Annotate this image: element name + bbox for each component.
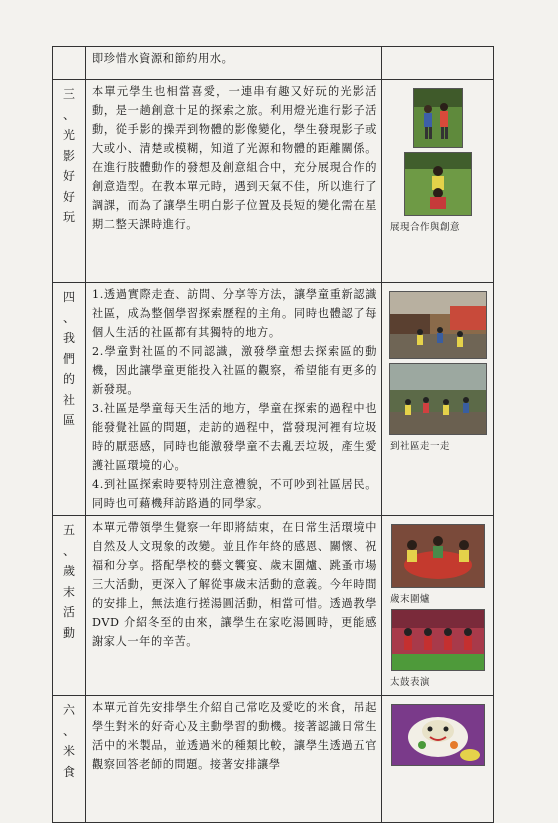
unit-char: 好 [62, 169, 75, 183]
unit-char: 六 [62, 703, 75, 717]
kids-pose-photo [404, 152, 472, 216]
image-cell [382, 80, 494, 283]
table-row [53, 516, 494, 696]
unit-char: 五 [62, 523, 75, 537]
table-row [53, 696, 494, 823]
unit-char: 區 [62, 413, 75, 427]
photo-caption: 太鼓表演 [390, 677, 431, 688]
unit-cell [53, 47, 86, 80]
photo-caption: 展現合作與創意 [390, 222, 461, 233]
unit-title [53, 80, 86, 283]
unit-char: 社 [62, 392, 75, 407]
unit-char: 四 [62, 290, 75, 304]
unit-char: 食 [62, 764, 75, 779]
photo-caption: 歲末圍爐 [390, 594, 431, 605]
description-cell [86, 696, 382, 823]
unit-title [53, 516, 86, 696]
paragraph: 4.到社區探索時要特別注意禮貌，不可吵到社區居民。同時也可藉機拜訪路過的同學家。 [92, 478, 377, 510]
image-cell [382, 516, 494, 696]
unit-char: 末 [62, 584, 75, 599]
unit-char: 玩 [62, 210, 75, 224]
unit-char: 、 [62, 723, 75, 738]
table-row [53, 47, 494, 80]
paragraph: 即珍惜水資源和節約用水。 [92, 52, 234, 65]
rice-food-photo [391, 704, 485, 766]
table-row [53, 80, 494, 283]
paragraph: 本單元學生也相當喜愛，一連串有趣又好玩的光影活動，是一趟創意十足的探索之旅。利用燈光進行影子活動，從手影的操弄到物體的影像變化，學生發現影子或大或小、清楚或模糊，知道了光源和物體的距離關係。在進行肢體動作的發想及創意組合中，充分展現合作的創意造型。在教本單元時，遇到天氣不佳，所以進行了調課，而為了讓學生明白影子位置及長短的變化需在星期二整天課時進行。 [92, 85, 377, 231]
image-cell [382, 283, 494, 516]
unit-title [53, 696, 86, 823]
table-row [53, 283, 494, 516]
drum-performance-photo [391, 609, 485, 671]
community-walk-photo-1 [389, 291, 487, 359]
unit-char: 歲 [62, 564, 75, 578]
description-cell [86, 47, 382, 80]
image-cell [382, 696, 494, 823]
image-cell [382, 47, 494, 80]
paragraph: 本單元帶領學生覺察一年即將結束，在日常生活環境中自然及人文現象的改變。並且作年終的感恩、關懷、祝福和分享。搭配學校的藝文饗宴、歲末圍爐、跳蚤市場三大活動，更深入了解從事歲末活動的意義。今年時間的安排上，無法進行搓湯圓活動，相當可惜。透過教學 DVD 介紹冬至的由來，讓學生在家吃湯圓時，更能感謝家人一年的辛苦。 [92, 521, 377, 648]
paragraph: 2.學童對社區的不同認識，激發學童想去探索區的動機，因此讓學童更能投入社區的觀察，希望能有更多的新發現。 [92, 345, 377, 396]
unit-char: 們 [62, 351, 75, 366]
unit-char: 光 [62, 128, 75, 142]
lesson-table [52, 46, 494, 823]
unit-char: 影 [62, 148, 75, 163]
unit-char: 動 [62, 625, 75, 640]
year-end-dinner-photo [391, 524, 485, 588]
description-cell [86, 80, 382, 283]
paragraph: 3.社區是學童每天生活的地方，學童在探索的過程中也能發覺社區的問題，走訪的過程中，當發現河裡有垃圾時的厭惡感，同時也能激發學童不去亂丟垃圾，產生愛護社區環境的心。 [92, 402, 377, 472]
unit-char: 三 [62, 87, 75, 101]
community-walk-photo-2 [389, 363, 487, 435]
photo-caption: 到社區走一走 [390, 441, 451, 452]
unit-char: 活 [62, 605, 75, 619]
description-cell [86, 516, 382, 696]
unit-title [53, 283, 86, 516]
unit-char: 米 [62, 744, 75, 758]
description-cell [86, 283, 382, 516]
unit-char: 、 [62, 107, 75, 122]
unit-char: 的 [62, 372, 75, 386]
unit-char: 、 [62, 543, 75, 558]
paragraph: 1.透過實際走查、訪問、分享等方法，讓學童重新認識社區，成為整個學習探索歷程的主角。同時也體認了每個人生活的社區都有其獨特的地方。 [92, 288, 377, 339]
unit-char: 、 [62, 310, 75, 325]
paragraph: 本單元首先安排學生介紹自己常吃及愛吃的米食，吊起學生對米的好奇心及主動學習的動機。接著認識日常生活中的米製品，並透過米的種類比較，讓學生透過五官觀察回答老師的問題。接著安排讓學 [92, 701, 377, 771]
unit-char: 好 [62, 189, 75, 204]
kids-shadow-play-photo [413, 88, 463, 148]
unit-char: 我 [62, 331, 75, 345]
